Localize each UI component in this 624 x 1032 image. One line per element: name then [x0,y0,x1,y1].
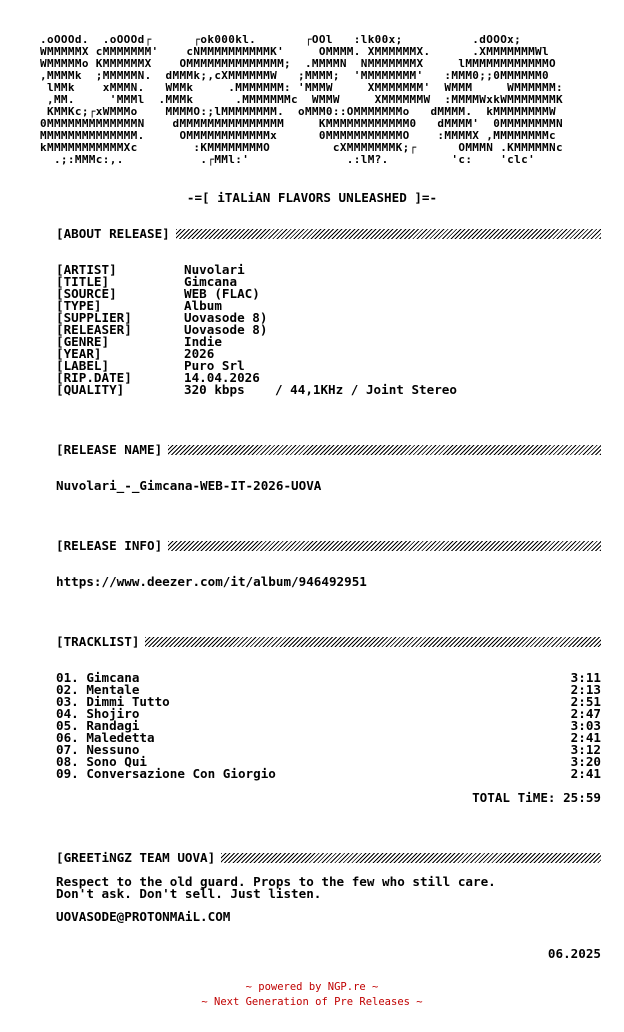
track-row [56,768,601,780]
about-heading: [ABOUT RELEASE] [56,226,170,241]
about-field-row [56,276,601,288]
field-value: Gimcana [184,274,238,289]
ascii-line: lMMk xMMMN. WMMk .MMMMMMM: 'MMMW XMMMMMMM' WMMM WMMMMMM: [40,81,563,94]
tracklist-heading: [TRACKLIST] [56,634,140,649]
tracklist-heading-row [56,635,601,649]
ascii-line: ,MM. 'MMMl .MMMk .MMMMMMMc WMMW XMMMMMMW :MMMMWxkWMMMMMMMK [40,93,563,106]
ascii-line: .oOOOd. .oOOOd┌ ┌ok000kl. ┌OOl :lk00x; .dOOOx; [40,33,522,46]
field-key: [QUALITY] [56,382,125,397]
ascii-line: WMMMMMX cMMMMMMM' cNMMMMMMMMMMK' OMMMM. XMMMMMMX. .XMMMMMMMWl [40,45,549,58]
field-value: Uovasode 8) [184,322,268,337]
release-date: 06.2025 [547,946,601,961]
ascii-line: WMMMMMo KMMMMMMX OMMMMMMMMMMMMMM; .MMMMN NMMMMMMMX lMMMMMMMMMMMMO [40,57,556,70]
ascii-line: ,MMMMk ;MMMMMN. dMMMk;,cXMMMMMMW ;MMMM; 'MMMMMMMM' :MMM0;;0MMMMMM0 [40,69,549,82]
release-name-heading-row [56,443,601,457]
about-field-row [56,336,601,348]
field-key: [SUPPLIER] [56,310,132,325]
heading-divider [176,229,601,239]
field-value: 2026 [184,346,215,361]
ascii-line: KMMKc;┌xWMMMo MMMMO:;lMMMMMMMM. oMMM0::OMMMMMMMo dMMMM. kMMMMMMMMW [40,105,556,118]
field-value: 14.04.2026 [184,370,260,385]
track-duration: 3:12 [570,742,601,757]
field-key: [ARTIST] [56,262,117,277]
about-field-row [56,384,601,396]
track-title: 08. Sono Qui [56,754,147,769]
greetings-heading-row [56,851,601,865]
about-field-row [56,288,601,300]
heading-divider [145,637,601,647]
about-field-row [56,312,601,324]
about-field-row [56,360,601,372]
field-value: Album [184,298,222,313]
ascii-line: kMMMMMMMMMMMXc :KMMMMMMMMO cXMMMMMMMK;┌ OMMMN .KMMMMMNc [40,141,563,154]
about-field-row [56,264,601,276]
release-name-value: Nuvolari_-_Gimcana-WEB-IT-2026-UOVA [56,478,322,493]
release-info-heading-row [56,539,601,553]
track-duration: 2:41 [570,730,601,745]
track-duration: 3:03 [570,718,601,733]
track-title: 04. Shojiro [56,706,140,721]
contact-email[interactable]: UOVASODE@PROTONMAiL.COM [56,909,231,924]
heading-divider [168,445,601,455]
track-title: 03. Dimmi Tutto [56,694,170,709]
field-key: [TYPE] [56,298,102,313]
release-name-section [56,443,601,457]
track-duration: 2:41 [570,766,601,781]
tracklist-section [56,635,601,649]
footer-tagline: ~ Next Generation of Pre Releases ~ [201,996,423,1008]
about-field-row [56,300,601,312]
total-time: TOTAL TiME: 25:59 [472,790,601,805]
release-name-heading: [RELEASE NAME] [56,442,163,457]
field-key: [YEAR] [56,346,102,361]
field-value: Puro Srl [184,358,245,373]
ascii-line: .;:MMMc:,. .┌MMl:' .:lM?. 'c: 'clc' [40,153,536,166]
track-title: 09. Conversazione Con Giorgio [56,766,276,781]
field-key: [RELEASER] [56,322,132,337]
field-key: [TITLE] [56,274,110,289]
about-field-row [56,348,601,360]
ascii-line: MMMMMMMMMMMMMM. OMMMMMMMMMMMMx 0MMMMMMMMMMMO :MMMMX ,MMMMMMMMc [40,129,556,142]
field-value: Nuvolari [184,262,245,277]
track-title: 02. Mentale [56,682,140,697]
about-fields [56,264,601,396]
track-duration: 3:20 [570,754,601,769]
heading-divider [168,541,601,551]
field-value: Uovasode 8) [184,310,268,325]
field-value: Indie [184,334,222,349]
track-duration: 2:47 [570,706,601,721]
field-key: [LABEL] [56,358,110,373]
track-title: 06. Maledetta [56,730,155,745]
ascii-logo [40,34,563,166]
greetings-heading: [GREETiNGZ TEAM UOVA] [56,850,216,865]
about-section [56,227,601,241]
release-info-heading: [RELEASE INFO] [56,538,163,553]
greetings-line-1: Respect to the old guard. Props to the few who still care. [56,874,496,889]
field-key: [SOURCE] [56,286,117,301]
track-title: 05. Randagi [56,718,140,733]
about-field-row [56,324,601,336]
release-info-section [56,539,601,553]
track-duration: 3:11 [570,670,601,685]
field-value: 320 kbps / 44,1KHz / Joint Stereo [184,382,457,397]
track-duration: 2:13 [570,682,601,697]
track-title: 01. Gimcana [56,670,140,685]
greetings-section [56,851,601,865]
tagline: -=[ iTALiAN FLAVORS UNLEASHED ]=- [186,190,438,205]
heading-divider [221,853,601,863]
greetings-line-2: Don't ask. Don't sell. Just listen. [56,886,322,901]
footer-powered-by[interactable]: ~ powered by NGP.re ~ [245,981,379,993]
track-duration: 2:51 [570,694,601,709]
ascii-line: 0MMMMMMMMMMMMMN dMMMMMMMMMMMMMMM KMMMMMMMMMMMM0 dMMMM' 0MMMMMMMMN [40,117,563,130]
tracklist [56,672,601,780]
field-key: [GENRE] [56,334,110,349]
field-value: WEB (FLAC) [184,286,260,301]
release-info-url[interactable]: https://www.deezer.com/it/album/946492951 [56,574,367,589]
field-key: [RIP.DATE] [56,370,132,385]
about-heading-row [56,227,601,241]
track-title: 07. Nessuno [56,742,140,757]
